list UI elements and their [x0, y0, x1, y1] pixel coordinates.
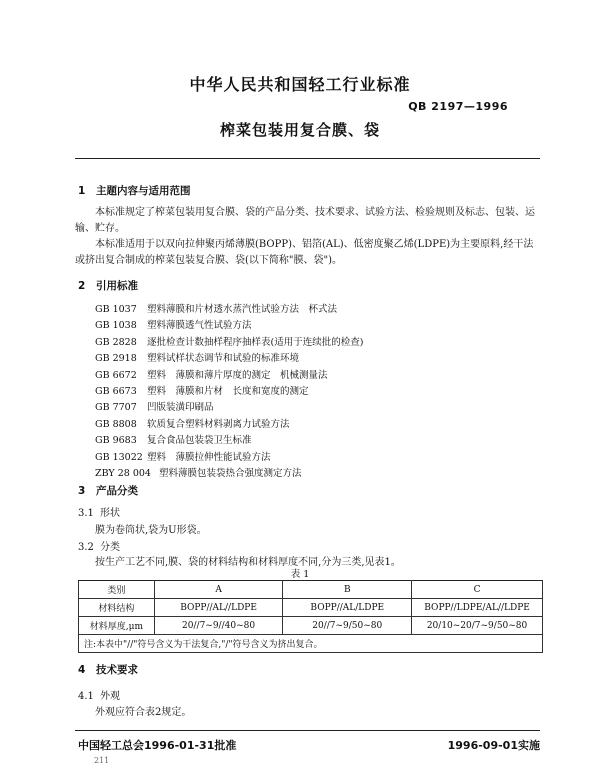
list-item: GB 8808 软质复合塑料材料剥离力试验方法: [95, 418, 290, 430]
list-item: GB 6672 塑料 薄膜和薄片厚度的测定 机械测量法: [95, 369, 328, 381]
list-item: ZBY 28 004 塑料薄膜包装袋热合强度测定方法: [95, 467, 302, 479]
section-1-paragraph-1: 本标准规定了榨菜包装用复合膜、袋的产品分类、技术要求、试验方法、检验规则及标志、包装、运输、贮存。: [75, 207, 535, 234]
section-title: 技术要求: [96, 664, 138, 676]
list-item: GB 1037 塑料薄膜和片材透水蒸汽性试验方法 杯式法: [95, 304, 338, 315]
footer-rule: [75, 730, 540, 731]
list-item: GB 2828 逐批检查计数抽样程序抽样表(适用于连续批的检查): [95, 336, 364, 348]
approval-date: 中国轻工总会1996-01-31批准: [78, 739, 237, 752]
section-4-heading: [78, 662, 138, 677]
section-number: 1: [78, 185, 86, 197]
table-row: 材料结构 BOPP//AL//LDPE BOPP//AL/LDPE BOPP//LDPE/AL//LDPE: [79, 599, 543, 617]
subsection-3-2-text: 按生产工艺不同,膜、袋的材料结构和材料厚度不同,分为三类,见表1。: [95, 557, 401, 568]
list-item: GB 7707 凹版装潢印刷品: [95, 402, 214, 414]
document-title: 榨菜包装用复合膜、袋: [219, 121, 380, 139]
section-number: 3: [78, 485, 86, 497]
subsection-3-1-heading: 3.1 形状: [78, 508, 120, 519]
section-2-heading: [78, 278, 138, 293]
section-title: 引用标准: [96, 280, 138, 292]
reference-list: [95, 301, 363, 481]
subsection-3-2-heading: 3.2 分类: [78, 542, 120, 553]
section-3-heading: [78, 483, 138, 498]
standard-code: QB 2197—1996: [408, 100, 508, 113]
table-note-row: 注:本表中"//"符号含义为干法复合,"/"符号含义为挤出复合。: [79, 635, 543, 653]
section-title: 产品分类: [96, 485, 138, 497]
list-item: GB 1038 塑料薄膜透气性试验方法: [95, 320, 252, 332]
list-item: GB 6673 塑料 薄膜和片材 长度和宽度的测定: [95, 385, 309, 397]
list-item: GB 9683 复合食品包装袋卫生标准: [95, 435, 252, 447]
header-rule: [75, 158, 540, 159]
section-1-paragraph-2: 本标准适用于以双向拉伸聚丙烯薄膜(BOPP)、铝箔(AL)、低密度聚乙烯(LDPE)为主要原料,经干法或挤出复合制成的榨菜包装复合膜、袋(以下简称"膜、袋")。: [75, 239, 534, 266]
subsection-4-1-text: 外观应符合表2规定。: [95, 707, 192, 718]
section-number: 4: [78, 664, 86, 676]
subsection-3-1-text: 膜为卷筒状,袋为U形袋。: [95, 525, 207, 536]
list-item: GB 2918 塑料试样状态调节和试验的标准环境: [95, 353, 300, 365]
table-header-row: 类别 A B C: [79, 581, 543, 599]
table-caption: 表 1: [290, 569, 310, 580]
section-number: 2: [78, 280, 86, 292]
standard-category-title: 中华人民共和国轻工行业标准: [189, 75, 411, 94]
page-number: 211: [94, 756, 110, 765]
classification-table: [78, 580, 543, 653]
list-item: GB 13022 塑料 薄膜拉伸性能试验方法: [95, 451, 271, 463]
section-1-heading: [78, 183, 191, 198]
table-row: 材料厚度,μm 20//7~9//40~80 20//7~9/50~80 20/10~20/7~9/50~80: [79, 617, 543, 635]
implementation-date: 1996-09-01实施: [447, 739, 540, 752]
subsection-4-1-heading: 4.1 外观: [78, 691, 120, 702]
section-title: 主题内容与适用范围: [96, 185, 191, 197]
